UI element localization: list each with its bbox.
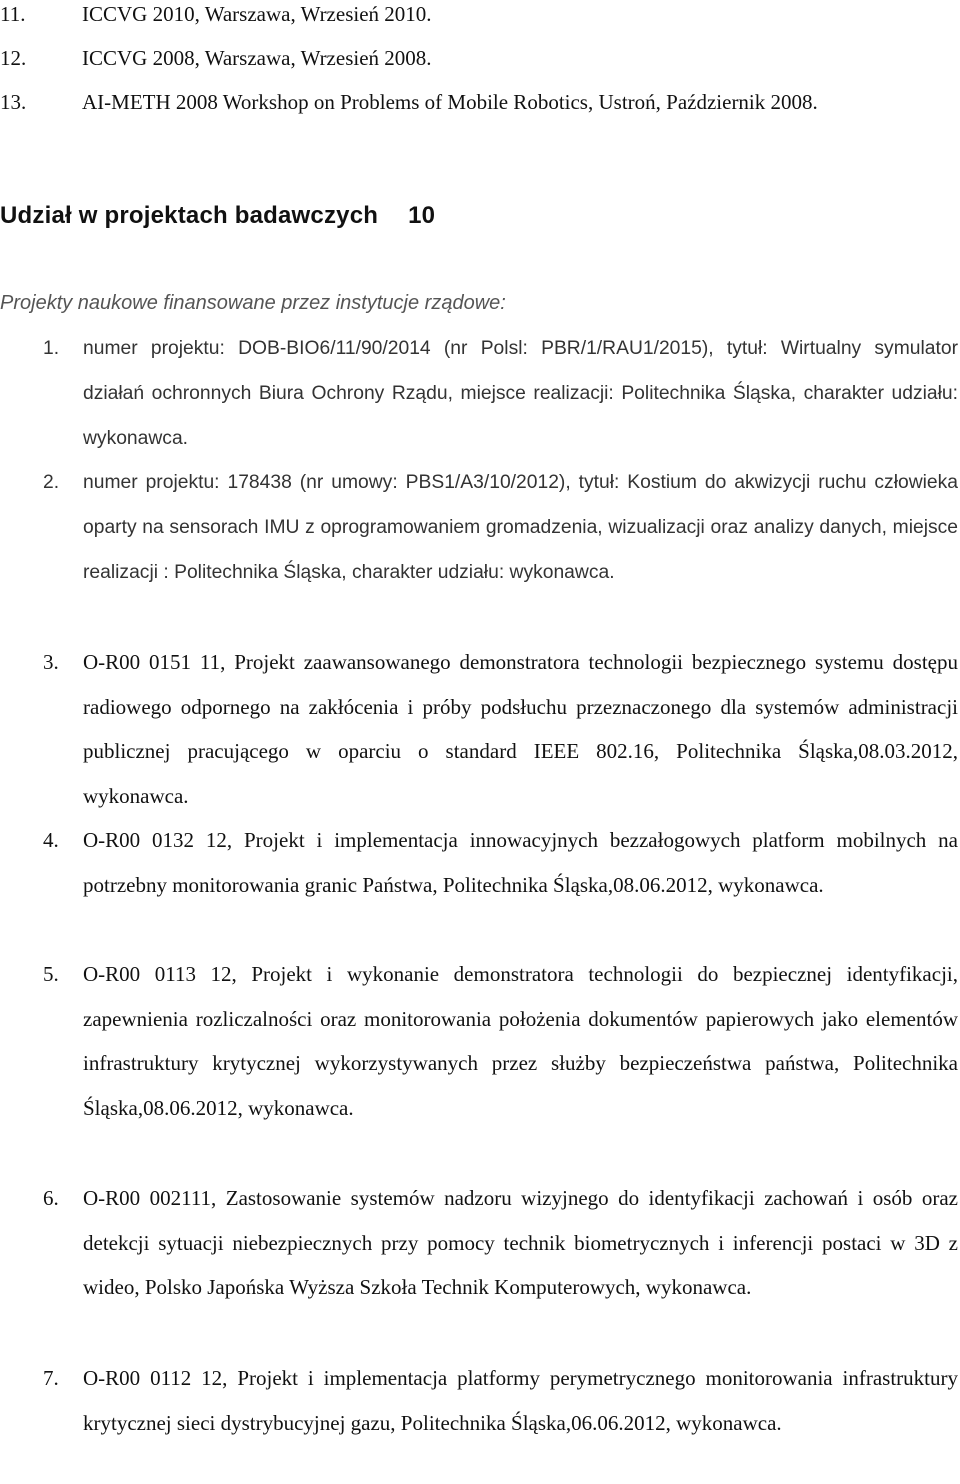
section-title: Udział w projektach badawczych xyxy=(0,202,379,229)
project-item xyxy=(0,952,958,1130)
section-count: 10 xyxy=(408,202,436,229)
project-item xyxy=(0,460,958,595)
conference-text: ICCVG 2010, Warszawa, Wrzesień 2010. xyxy=(82,2,432,26)
project-text: O-R00 0132 12, Projekt i implementacja innowacyjnych bezzałogowych platform mobilnych na potrzebny monitorowania granic Państwa, Politechnika Śląska,08.06.2012, wykonawca. xyxy=(83,828,958,897)
project-number: 1. xyxy=(43,338,60,359)
project-text: O-R00 0112 12, Projekt i implementacja platformy perymetrycznego monitorowania infrastruktury krytycznej sieci dystrybucyjnej gazu, Politechnika Śląska,06.06.2012, wykonawca. xyxy=(83,1366,958,1435)
conference-number: 12. xyxy=(0,46,27,70)
conference-item xyxy=(0,80,958,125)
project-text: O-R00 0151 11, Projekt zaawansowanego demonstratora technologii bezpiecznego systemu dostępu radiowego odpornego na zakłócenia i próby podsłuchu przeznaczonego dla systemów administracji publicznej pracującego w oparciu o standard IEEE 802.16, Politechnika Śląska,08.03.2012, wykonawca. xyxy=(83,650,958,808)
conference-number: 11. xyxy=(0,2,26,26)
project-text: O-R00 002111, Zastosowanie systemów nadzoru wizyjnego do identyfikacji zachowań i osób oraz detekcji sytuacji niebezpiecznych przy pomocy technik biometrycznych i inferencji postaci w 3D z wideo, Polsko Japońska Wyższa Szkoła Technik Komputerowych, wykonawca. xyxy=(83,1186,958,1299)
section-heading xyxy=(0,196,435,236)
section-subtitle: Projekty naukowe finansowane przez instytucje rządowe: xyxy=(0,292,506,314)
project-text: O-R00 0113 12, Projekt i wykonanie demonstratora technologii do bezpiecznej identyfikacji, zapewnienia rozliczalności oraz monitorowania położenia dokumentów papierowych jako elementów infrastruktury krytycznej wykorzystywanych przez służby bezpieczeństwa państwa, Politechnika Śląska,08.06.2012, wykonawca. xyxy=(83,962,958,1120)
conference-item xyxy=(0,36,958,81)
project-number: 6. xyxy=(43,1186,59,1210)
project-item xyxy=(0,818,958,907)
project-item xyxy=(0,1356,958,1445)
project-number: 3. xyxy=(43,650,59,674)
project-number: 4. xyxy=(43,828,59,852)
conference-text: ICCVG 2008, Warszawa, Wrzesień 2008. xyxy=(82,46,432,70)
conference-text: AI-METH 2008 Workshop on Problems of Mobile Robotics, Ustroń, Październik 2008. xyxy=(82,90,818,114)
project-item xyxy=(0,640,958,818)
project-number: 7. xyxy=(43,1366,59,1390)
project-item xyxy=(0,326,958,461)
conference-number: 13. xyxy=(0,90,27,114)
project-number: 5. xyxy=(43,962,59,986)
project-text: numer projektu: 178438 (nr umowy: PBS1/A3/10/2012), tytuł: Kostium do akwizycji ruchu człowieka oparty na sensorach IMU z oprogramowaniem gromadzenia, wizualizacji oraz analizy danych, miejsce realizacji : Politechnika Śląska, charakter udziału: wykonawca. xyxy=(83,472,958,583)
project-number: 2. xyxy=(43,472,60,493)
conference-item xyxy=(0,0,958,37)
project-text: numer projektu: DOB-BIO6/11/90/2014 (nr Polsl: PBR/1/RAU1/2015), tytuł: Wirtualny symulator działań ochronnych Biura Ochrony Rządu, miejsce realizacji: Politechnika Śląska, charakter udziału: wykonawca. xyxy=(83,338,958,449)
project-item xyxy=(0,1176,958,1310)
